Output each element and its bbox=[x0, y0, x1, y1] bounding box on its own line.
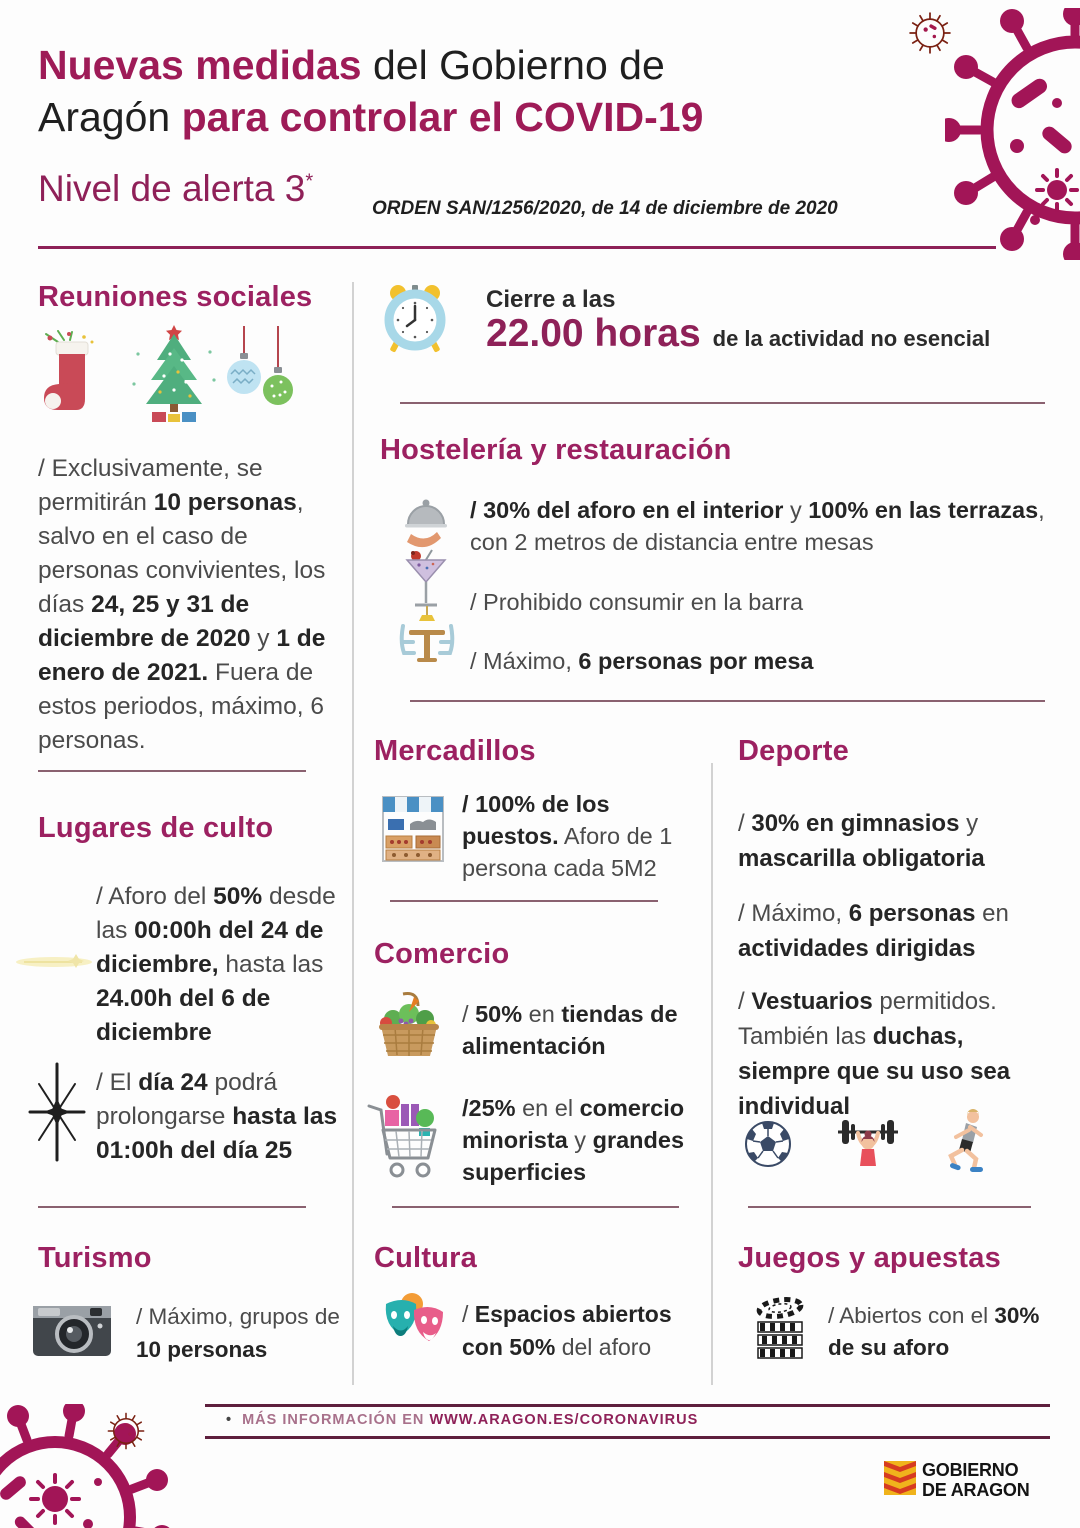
hosteleria-item-2: / Prohibido consumir en la barra bbox=[470, 589, 804, 615]
section-title-hosteleria: Hostelería y restauración bbox=[380, 434, 732, 466]
deporte-item-2: / Máximo, 6 personas en actividades dirigidas bbox=[738, 900, 1009, 962]
section-title-cultura: Cultura bbox=[374, 1242, 477, 1274]
food-basket-icon bbox=[372, 990, 446, 1060]
culto-item-1: / Aforo del 50% desde las 00:00h del 24 de diciembre, hasta las 24.00h del 6 de diciembre bbox=[96, 883, 336, 1046]
column-divider-left bbox=[352, 282, 354, 1385]
divider bbox=[38, 1206, 306, 1208]
divider bbox=[38, 770, 306, 772]
virus-large-icon bbox=[945, 8, 1080, 260]
closure-time: 22.00 horas bbox=[486, 312, 701, 355]
page-title-line1: Nuevas medidas del Gobierno de bbox=[38, 42, 665, 88]
closure-intro: Cierre a las bbox=[486, 286, 616, 313]
juegos-item-1: / Abiertos con el 30% de su aforo bbox=[828, 1303, 1040, 1360]
section-title-turismo: Turismo bbox=[38, 1242, 152, 1274]
mercadillos-item-1: / 100% de los puestos. Aforo de 1 persona cada 5M2 bbox=[462, 791, 673, 881]
section-title-juegos: Juegos y apuestas bbox=[738, 1242, 1001, 1274]
star-icon bbox=[28, 1062, 86, 1162]
logo-line1: GOBIERNO bbox=[922, 1460, 1019, 1480]
page-title-line2: Aragón para controlar el COVID-19 bbox=[38, 94, 704, 140]
government-logo bbox=[922, 1461, 1030, 1500]
virus-small-bottom-icon bbox=[103, 1408, 149, 1454]
section-title-mercadillos: Mercadillos bbox=[374, 735, 536, 767]
closure-line bbox=[486, 312, 990, 356]
alert-level: Nivel de alerta 3* bbox=[38, 168, 314, 209]
reuniones-text: / Exclusivamente, se permitirán 10 personas, salvo en el caso de personas convivientes, los días 24, 25 y 31 de diciembre de 2020 y 1 de enero de 2021. Fuera de estos periodos, máximo, 6 personas. bbox=[38, 455, 326, 754]
cocktail-icon bbox=[403, 548, 449, 612]
footer-info-prefix: MÁS INFORMACIÓN EN bbox=[242, 1412, 430, 1428]
column-divider-right bbox=[711, 763, 713, 1385]
footer-info-link[interactable]: WWW.ARAGON.ES/CORONAVIRUS bbox=[429, 1412, 699, 1428]
runner-icon bbox=[936, 1108, 992, 1174]
divider bbox=[748, 1206, 1031, 1208]
aragon-flag-icon bbox=[884, 1460, 916, 1496]
footer-divider-bottom bbox=[205, 1436, 1050, 1439]
header-divider bbox=[38, 246, 996, 249]
camera-icon bbox=[32, 1296, 112, 1358]
closure-scope: de la actividad no esencial bbox=[712, 326, 991, 351]
comercio-item-2: /25% en el comercio minorista y grandes superficies bbox=[462, 1095, 685, 1185]
order-reference: ORDEN SAN/1256/2020, de 14 de diciembre de 2020 bbox=[372, 198, 838, 219]
market-stall-icon bbox=[380, 794, 446, 864]
divider bbox=[400, 402, 1045, 404]
hosteleria-item-1: / 30% del aforo en el interior y 100% en las terrazas, con 2 metros de distancia entre mesas bbox=[470, 497, 1045, 555]
divider bbox=[392, 1206, 679, 1208]
section-title-reuniones: Reuniones sociales bbox=[38, 281, 313, 313]
section-title-culto: Lugares de culto bbox=[38, 812, 274, 844]
virus-large-bottom-icon bbox=[0, 1404, 198, 1528]
divider bbox=[390, 900, 658, 902]
section-title-comercio: Comercio bbox=[374, 938, 510, 970]
alarm-clock-icon bbox=[384, 283, 446, 355]
weightlifter-icon bbox=[836, 1116, 900, 1174]
deporte-item-1: / 30% en gimnasios y mascarilla obligatoria bbox=[738, 810, 985, 872]
culto-item-2: / El día 24 podrá prolongarse hasta las 01:00h del día 25 bbox=[96, 1069, 338, 1164]
soccer-ball-icon bbox=[744, 1120, 792, 1168]
alert-asterisk: * bbox=[305, 170, 314, 193]
cloche-icon bbox=[401, 490, 451, 552]
comercio-item-1: / 50% en tiendas de alimentación bbox=[462, 1001, 678, 1059]
footer-bullet: • bbox=[226, 1412, 233, 1428]
turismo-item-1: / Máximo, grupos de 10 personas bbox=[136, 1304, 340, 1362]
logo-line2: DE ARAGON bbox=[922, 1479, 1030, 1500]
hosteleria-item-3: / Máximo, 6 personas por mesa bbox=[470, 648, 814, 674]
cultura-item-1: / Espacios abiertos con 50% del aforo bbox=[462, 1301, 672, 1360]
divider bbox=[410, 700, 1045, 702]
table-chairs-icon bbox=[395, 606, 459, 672]
shopping-cart-icon bbox=[363, 1090, 443, 1182]
baubles-icon bbox=[222, 326, 300, 422]
theater-masks-icon bbox=[376, 1288, 452, 1358]
footer-divider-top bbox=[205, 1404, 1050, 1407]
comet-icon bbox=[14, 946, 94, 978]
section-title-deporte: Deporte bbox=[738, 735, 849, 767]
poker-chips-icon bbox=[752, 1288, 808, 1362]
deporte-item-3: / Vestuarios permitidos. También las duchas, siempre que su uso sea individual bbox=[738, 988, 1011, 1120]
footer-info bbox=[226, 1412, 698, 1428]
stocking-icon bbox=[42, 330, 104, 422]
christmas-tree-icon bbox=[128, 322, 220, 426]
